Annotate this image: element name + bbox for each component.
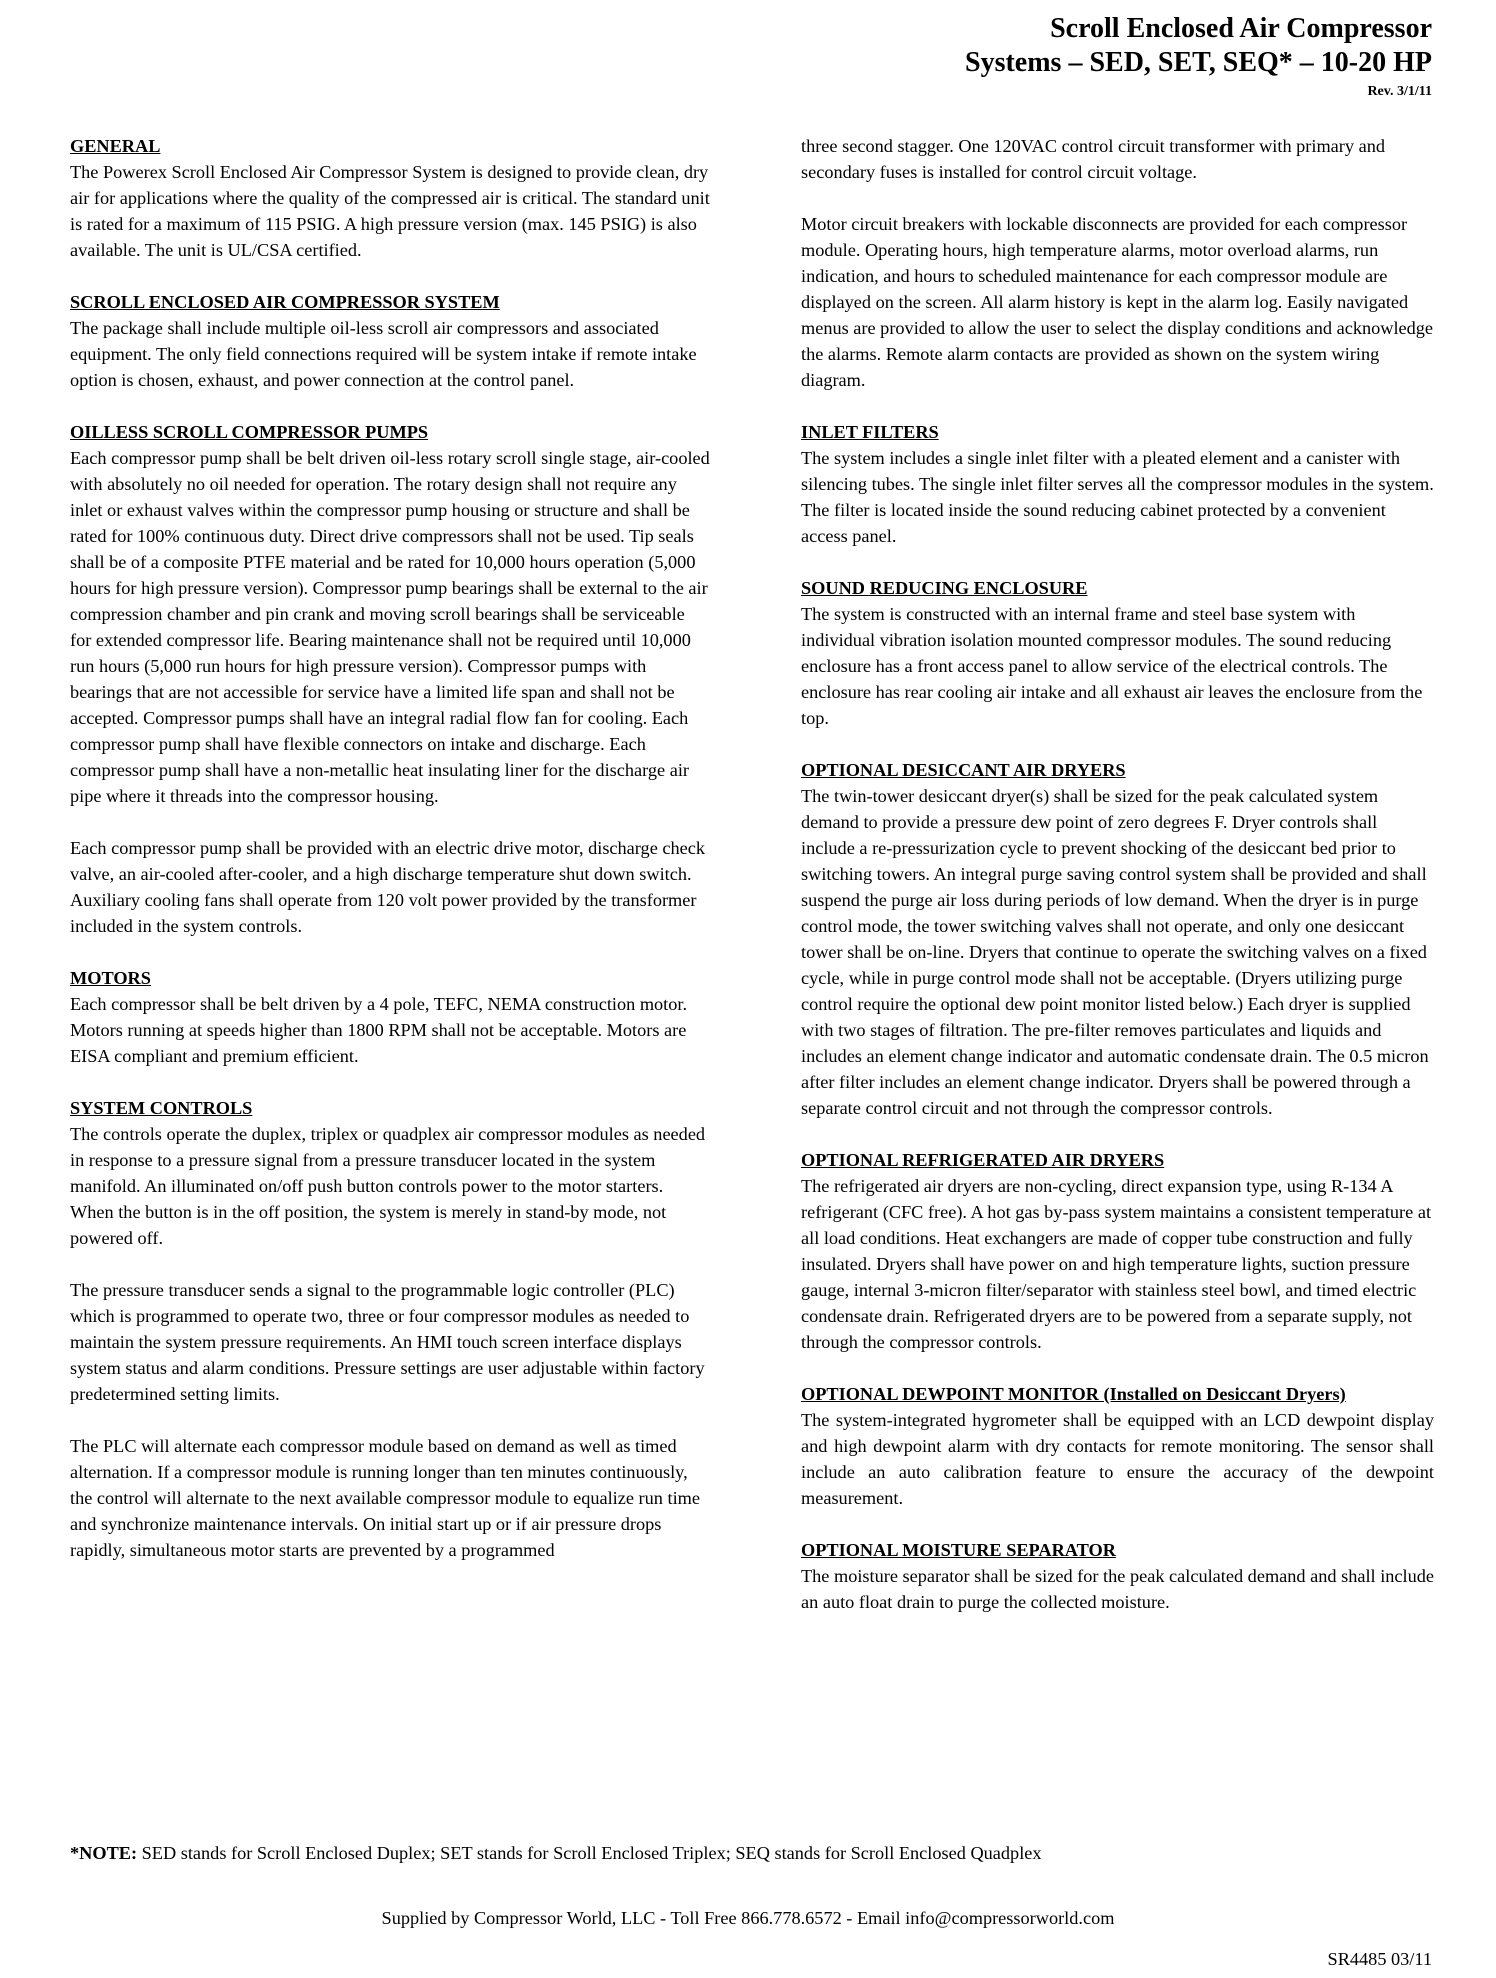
section-heading: OPTIONAL REFRIGERATED AIR DRYERS <box>801 1150 1165 1170</box>
section-paragraph: three second stagger. One 120VAC control circuit transformer with primary and secondary fuses is installed for control circuit voltage. <box>801 136 1385 182</box>
doc-title-line-1: Scroll Enclosed Air Compressor <box>1050 13 1432 44</box>
section-paragraph: Each compressor shall be belt driven by a 4 pole, TEFC, NEMA construction motor. Motors running at speeds higher than 1800 RPM shall not be acceptable. Motors are EISA compliant and premium efficient. <box>70 994 688 1066</box>
section-compressor-pumps <box>70 419 710 939</box>
section-paragraph: The package shall include multiple oil-less scroll air compressors and associated equipment. The only field connections required will be system intake if remote intake option is chosen, exhaust, and power connection at the control panel. <box>70 318 697 390</box>
document-code: SR4485 03/11 <box>1327 1949 1432 1969</box>
section-paragraph: The system is constructed with an internal frame and steel base system with individual vibration isolation mounted compressor modules. The sound reducing enclosure has a front access panel to allow service of the electrical controls. The enclosure has rear cooling air intake and all exhaust air leaves the enclosure from the top. <box>801 604 1423 728</box>
section-paragraph: The refrigerated air dryers are non-cycling, direct expansion type, using R-134 A refrigerant (CFC free). A hot gas by-pass system maintains a consistent temperature at all load conditions. Heat exchangers are made of copper tube construction and fully insulated. Dryers shall have power on and high temperature lights, suction pressure gauge, internal 3-micron filter/separator with stainless steel bowl, and timed electric condensate drain. Refrigerated dryers are to be powered from a separate supply, not through the compressor controls. <box>801 1176 1432 1352</box>
footnote-text: SED stands for Scroll Enclosed Duplex; SET stands for Scroll Enclosed Triplex; SEQ stands for Scroll Enclosed Quadplex <box>137 1843 1042 1863</box>
section-desiccant-dryers <box>801 757 1434 1121</box>
section-paragraph: The system includes a single inlet filter with a pleated element and a canister with silencing tubes. The single inlet filter serves all the compressor modules in the system. The filter is located inside the sound reducing cabinet protected by a convenient access panel. <box>801 448 1434 546</box>
section-scroll-enclosed-system <box>70 289 710 393</box>
section-sound-enclosure <box>801 575 1434 731</box>
section-motors <box>70 965 710 1069</box>
section-paragraph: The PLC will alternate each compressor module based on demand as well as timed alternation. If a compressor module is running longer than ten minutes continuously, the control will alternate to the next available compressor module to equalize run time and synchronize maintenance intervals. On initial start up or if air pressure drops rapidly, simultaneous motor starts are prevented by a programmed <box>70 1436 700 1560</box>
section-paragraph: The system-integrated hygrometer shall be equipped with an LCD dewpoint display and high dewpoint alarm with dry contacts for remote monitoring. The sensor shall include an auto calibration feature to ensure the accuracy of the dewpoint measurement. <box>801 1410 1434 1508</box>
section-moisture-separator <box>801 1537 1434 1615</box>
section-heading: OILLESS SCROLL COMPRESSOR PUMPS <box>70 422 429 442</box>
section-paragraph: Each compressor pump shall be provided with an electric drive motor, discharge check valve, an air-cooled after-cooler, and a high discharge temperature shut down switch. Auxiliary cooling fans shall operate from 120 volt power provided by the transformer included in the system controls. <box>70 838 706 936</box>
section-paragraph: The Powerex Scroll Enclosed Air Compressor System is designed to provide clean, dry air for applications where the quality of the compressed air is critical. The standard unit is rated for a maximum of 115 PSIG. A high pressure version (max. 145 PSIG) is also available. The unit is UL/CSA certified. <box>70 162 710 260</box>
section-paragraph: The controls operate the duplex, triplex or quadplex air compressor modules as needed in response to a pressure signal from a pressure transducer located in the system manifold. An illuminated on/off push button controls power to the motor starters. When the button is in the off position, the system is merely in stand-by mode, not powered off. <box>70 1124 706 1248</box>
section-paragraph: The pressure transducer sends a signal to the programmable logic controller (PLC) which is programmed to operate two, three or four compressor modules as needed to maintain the system pressure requirements. An HMI touch screen interface displays system status and alarm conditions. Pressure settings are user adjustable within factory predetermined setting limits. <box>70 1280 705 1404</box>
section-heading: SCROLL ENCLOSED AIR COMPRESSOR SYSTEM <box>70 292 500 312</box>
section-paragraph: Motor circuit breakers with lockable disconnects are provided for each compressor module. Operating hours, high temperature alarms, motor overload alarms, run indication, and hours to scheduled maintenance for each compressor module are displayed on the screen. All alarm history is kept in the alarm log. Easily navigated menus are provided to allow the user to select the display conditions and acknowledge the alarms. Remote alarm contacts are provided as shown on the system wiring diagram. <box>801 214 1434 390</box>
section-dewpoint-monitor <box>801 1381 1434 1511</box>
section-general <box>70 133 710 263</box>
left-column <box>70 133 710 1589</box>
section-heading: SYSTEM CONTROLS <box>70 1098 253 1118</box>
section-paragraph: Each compressor pump shall be belt driven oil-less rotary scroll single stage, air-cooled with absolutely no oil needed for operation. The rotary design shall not require any inlet or exhaust valves within the compressor pump housing or structure and shall be rated for 100% continuous duty. Direct drive compressors shall not be used. Tip seals shall be of a composite PTFE material and be rated for 10,000 hours operation (5,000 hours for high pressure version). Compressor pump bearings shall be external to the air compression chamber and pin crank and moving scroll bearings shall be serviceable for extended compressor life. Bearing maintenance shall not be required until 10,000 run hours (5,000 run hours for high pressure version). Compressor pumps with bearings that are not accessible for service have a limited life span and shall not be accepted. Compressor pumps shall have an integral radial flow fan for cooling. Each compressor pump shall have flexible connectors on intake and discharge. Each compressor pump shall have a non-metallic heat insulating liner for the discharge air pipe where it threads into the compressor housing. <box>70 448 710 806</box>
section-heading: OPTIONAL DESICCANT AIR DRYERS <box>801 760 1126 780</box>
footnote <box>70 1840 1042 1866</box>
section-heading: GENERAL <box>70 136 161 156</box>
section-heading: OPTIONAL DEWPOINT MONITOR (Installed on Desiccant Dryers) <box>801 1384 1346 1404</box>
section-system-controls <box>70 1095 710 1563</box>
page-header <box>965 12 1432 102</box>
section-heading: OPTIONAL MOISTURE SEPARATOR <box>801 1540 1116 1560</box>
right-column <box>801 133 1434 1641</box>
footnote-label: *NOTE: <box>70 1843 138 1863</box>
supplier-footer: Supplied by Compressor World, LLC - Toll Free 866.778.6572 - Email info@compressorworld.com <box>381 1908 1115 1928</box>
section-controls-continued <box>801 133 1434 393</box>
section-heading: SOUND REDUCING ENCLOSURE <box>801 578 1088 598</box>
section-paragraph: The moisture separator shall be sized for the peak calculated demand and shall include an auto float drain to purge the collected moisture. <box>801 1566 1434 1612</box>
revision-date: Rev. 3/1/11 <box>1367 84 1432 99</box>
section-paragraph: The twin-tower desiccant dryer(s) shall be sized for the peak calculated system demand to provide a pressure dew point of zero degrees F. Dryer controls shall include a re-pressurization cycle to prevent shocking of the desiccant bed prior to switching towers. An integral purge saving control system shall be provided and shall suspend the purge air loss during periods of low demand. When the dryer is in purge control mode, the tower switching valves shall not operate, and only one desiccant tower shall be on-line. Dryers that continue to operate the switching valves on a fixed cycle, while in purge control mode shall not be acceptable. (Dryers utilizing purge control require the optional dew point monitor listed below.) Each dryer is supplied with two stages of filtration. The pre-filter removes particulates and liquids and includes an element change indicator and automatic condensate drain. The 0.5 micron after filter includes an element change indicator. Dryers shall be powered through a separate control circuit and not through the compressor controls. <box>801 786 1429 1118</box>
section-heading: INLET FILTERS <box>801 422 939 442</box>
section-inlet-filters <box>801 419 1434 549</box>
section-refrigerated-dryers <box>801 1147 1434 1355</box>
doc-title-line-2: Systems – SED, SET, SEQ* – 10-20 HP <box>965 47 1432 78</box>
section-heading: MOTORS <box>70 968 151 988</box>
